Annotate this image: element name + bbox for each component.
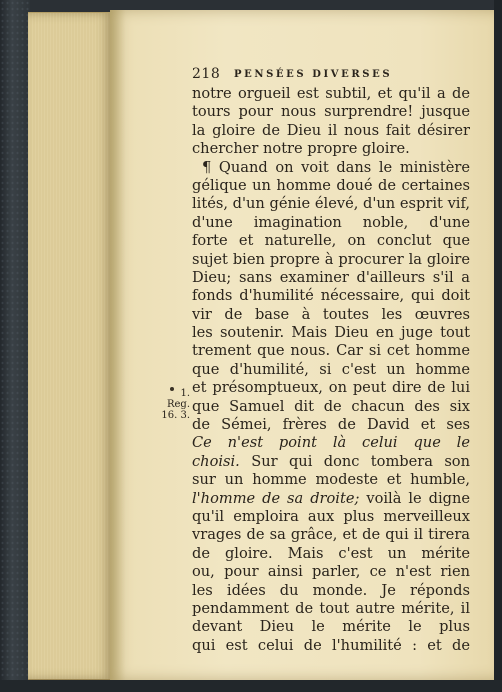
text-line: les idées du monde. Je réponds xyxy=(192,581,470,599)
margin-note-line: 1. Reg. xyxy=(166,388,190,410)
text-line: Ce n'est point là celui que le xyxy=(192,434,470,452)
text-line: vir de base à toutes les œuvres xyxy=(192,305,470,323)
margin-note-line: 16. 3. xyxy=(161,410,190,421)
page-header xyxy=(192,66,482,84)
text-line: qui est celui de l'humilité : et de xyxy=(192,636,470,654)
text-line: forte et naturelle, on conclut que xyxy=(192,232,470,250)
text-line: ou, pour ainsi parler, ce n'est rien xyxy=(192,563,470,581)
text-line: qu'il emploira aux plus merveilleux xyxy=(192,507,470,525)
italic-span: l'homme de sa droite; xyxy=(192,489,360,507)
book-cover-left xyxy=(0,0,30,692)
italic-span: choisi. xyxy=(192,452,240,470)
text-line: ¶ Quand on voit dans le ministère xyxy=(202,158,470,176)
text-line: la gloire de Dieu il nous fait désirer xyxy=(192,121,470,139)
running-title: PENSÉES DIVERSES xyxy=(234,69,393,80)
text-line: l'homme de sa droite; voilà le digne xyxy=(192,489,470,507)
text-line: tours pour nous surprendre! jusque xyxy=(192,103,470,121)
text-line: lités, d'un génie élevé, d'un esprit vif, xyxy=(192,195,470,213)
text-line: et présomptueux, on peut dire de lui xyxy=(192,379,470,397)
text-line: que Samuel dit de chacun des six xyxy=(192,397,470,415)
body-text xyxy=(192,85,470,655)
margin-note xyxy=(156,388,190,421)
text-line: de gloire. Mais c'est un mérite xyxy=(192,544,470,562)
text-line: fonds d'humilité nécessaire, qui doit xyxy=(192,287,470,305)
text-line: notre orgueil est subtil, et qu'il a de xyxy=(192,85,470,102)
text-line: devant Dieu le mérite le plus xyxy=(192,618,470,636)
text-line: sujet bien propre à procurer la gloire xyxy=(192,250,470,268)
text-line: que d'humilité, si c'est un homme xyxy=(192,360,470,378)
text-line: Dieu; sans examiner d'ailleurs s'il a xyxy=(192,268,470,286)
book-cover-right xyxy=(494,0,502,692)
page-edges xyxy=(28,12,112,680)
text-line: gélique un homme doué de certaines xyxy=(192,176,470,194)
book-cover-bottom xyxy=(0,680,502,692)
book-page xyxy=(110,10,496,680)
text-line: sur un homme modeste et humble, xyxy=(192,471,470,489)
page-number: 218 xyxy=(192,66,221,82)
text-line: trement que nous. Car si cet homme xyxy=(192,342,470,360)
text-line: pendamment de tout autre mérite, il xyxy=(192,599,470,617)
text-line: choisi. Sur qui donc tombera son xyxy=(192,452,470,470)
text-line: vrages de sa grâce, et de qui il tirera xyxy=(192,526,470,544)
text-line: chercher notre propre gloire. xyxy=(192,140,410,158)
text-line: d'une imagination noble, d'une xyxy=(192,213,470,231)
text-line: les soutenir. Mais Dieu en juge tout xyxy=(192,324,470,342)
text-line: de Sémei, frères de David et ses xyxy=(192,416,470,434)
